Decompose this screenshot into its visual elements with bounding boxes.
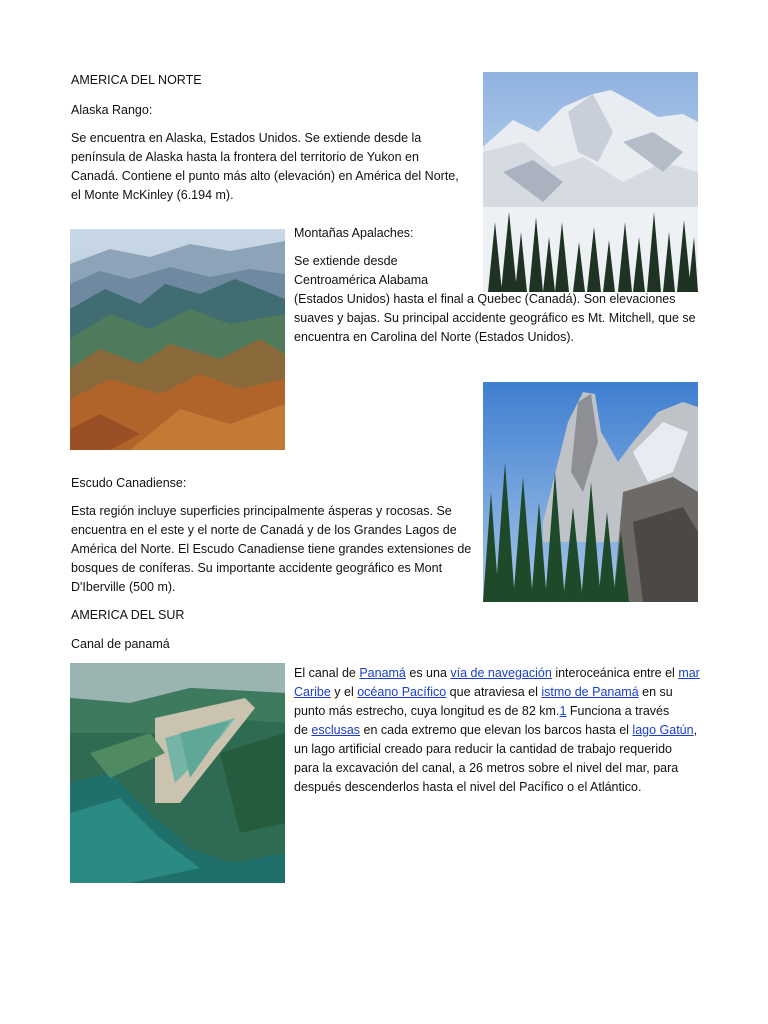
panama-text: en cada extremo que elevan los barcos hasta el [360,723,633,737]
link-oceano-pacifico[interactable]: océano Pacífico [357,685,447,699]
panama-text: , [693,723,698,737]
canadian-shield-text-line: América del Norte. El Escudo Canadiense tiene grandes extensiones de [71,542,472,556]
appalachians-text-line: (Estados Unidos) hasta el final a Quebec (Canadá). Son elevaciones [294,292,676,306]
appalachians-text-line: suaves y bajas. Su principal accidente geográfico es Mt. Mitchell, que se [294,311,696,325]
panama-text: Funciona a través [566,704,670,718]
appalachians-title: Montañas Apalaches: [294,226,414,240]
appalachian-mountains-photo [70,229,285,450]
panama-text-line [294,702,669,721]
link-esclusas[interactable]: esclusas [311,723,361,737]
link-footnote-1[interactable]: 1 [559,704,567,718]
canadian-shield-text-line: encuentra en el este y el norte de Canadá y de los Grandes Lagos de [71,523,457,537]
panama-text: punto más estrecho, cuya longitud es de 82 km. [294,704,560,718]
canadian-shield-text-line: bosques de coníferas. Su importante accidente geográfico es Mont [71,561,443,575]
panama-text-line: después descenderlos hasta el nivel del Pacífico o el Atlántico. [294,780,642,794]
alaska-range-text-line: Se encuentra en Alaska, Estados Unidos. Se extiende desde la [71,131,422,145]
south-america-heading: AMERICA DEL SUR [71,608,185,622]
panama-text-line: un lago artificial creado para reducir la cantidad de trabajo requerido [294,742,673,756]
panama-canal-photo [70,663,285,883]
panama-text-line [294,683,673,702]
panama-canal-title: Canal de panamá [71,637,170,651]
link-via-de-navegacion[interactable]: vía de navegación [450,666,552,680]
panama-text: El canal de [294,666,360,680]
canadian-shield-photo [483,382,698,602]
canadian-shield-text-line: Esta región incluye superficies principalmente ásperas y rocosas. Se [71,504,452,518]
alaska-range-text-line: Canadá. Contiene el punto más alto (elevación) en América del Norte, [71,169,459,183]
panama-text-line: para la excavación del canal, a 26 metros sobre el nivel del mar, para [294,761,679,775]
panama-text-line [294,721,697,740]
appalachians-text-line: encuentra en Carolina del Norte (Estados Unidos). [294,330,575,344]
appalachians-text-line: Se extiende desde [294,254,398,268]
canadian-shield-text-line: D'Iberville (500 m). [71,580,176,594]
link-istmo-de-panama[interactable]: istmo de Panamá [541,685,639,699]
link-lago-gatun[interactable]: lago Gatún [632,723,694,737]
link-mar-caribe[interactable]: mar [678,666,700,680]
link-mar-caribe[interactable]: Caribe [294,685,331,699]
panama-text: y el [330,685,358,699]
panama-text: de [294,723,312,737]
panama-text: es una [405,666,451,680]
panama-text: en su [638,685,673,699]
panama-text: interoceánica entre el [551,666,679,680]
north-america-heading: AMERICA DEL NORTE [71,73,202,87]
panama-text-line [294,664,700,683]
appalachians-text-line: Centroamérica Alabama [294,273,429,287]
alaska-range-title: Alaska Rango: [71,103,153,117]
alaska-range-text-line: península de Alaska hasta la frontera del territorio de Yukon en [71,150,419,164]
canadian-shield-title: Escudo Canadiense: [71,476,187,490]
link-panama[interactable]: Panamá [359,666,406,680]
alaska-range-photo [483,72,698,292]
panama-text: que atraviesa el [446,685,542,699]
alaska-range-text-line: el Monte McKinley (6.194 m). [71,188,234,202]
